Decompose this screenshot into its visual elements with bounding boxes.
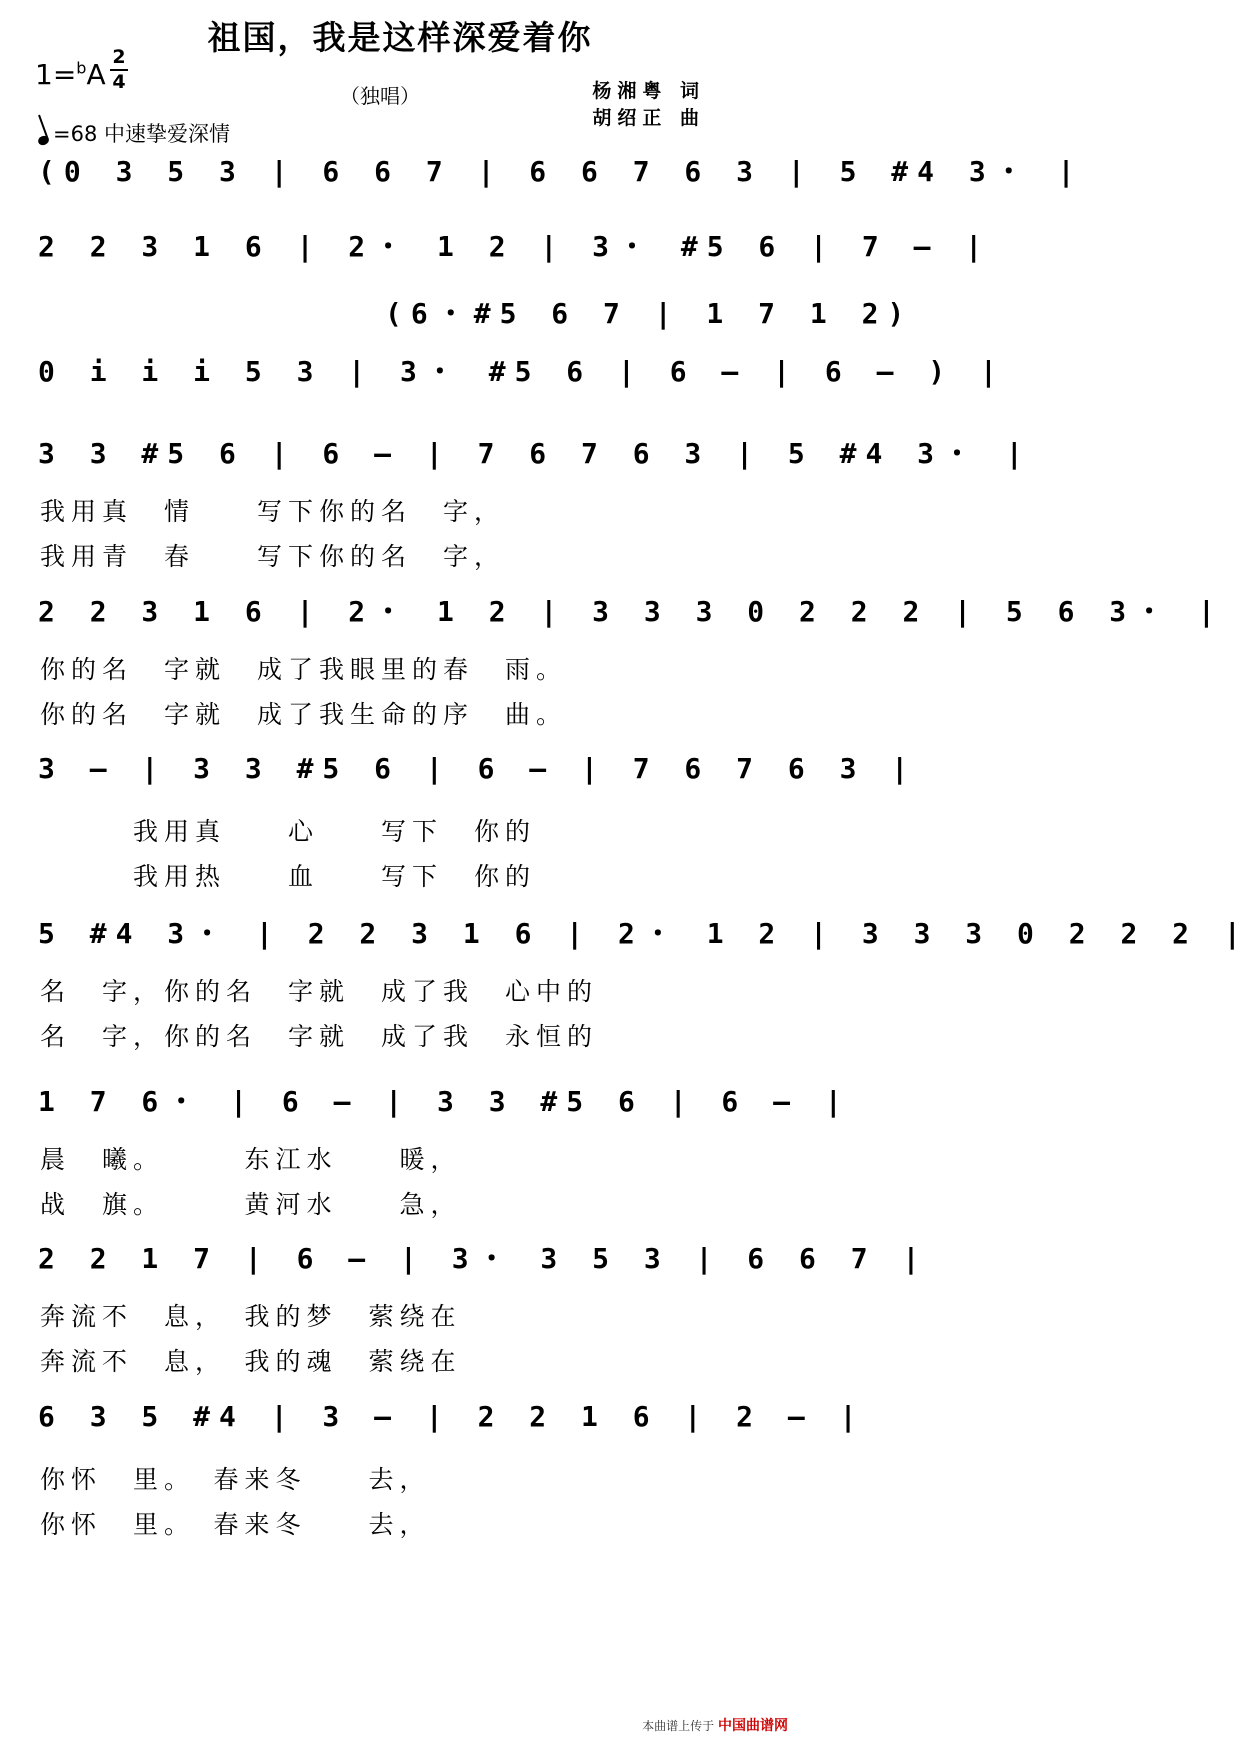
staff-notes: 2 2 3 1 6 | 2・ 1 2 | 3 3 3 0 2 2 2 | 5 6 3・ | xyxy=(38,595,1224,628)
lyric-line: 名 字，你的名 字就 成了我 心中的 xyxy=(40,977,599,1006)
lyric-line: 战 旗。 黄河水 急， xyxy=(40,1190,462,1219)
lyric-line: 你的名 字就 成了我生命的序 曲。 xyxy=(40,700,568,729)
staff-notes: (6・#5 6 7 | 1 7 1 2) xyxy=(385,297,914,330)
lyric-line: 你怀 里。 春来冬 去， xyxy=(40,1465,431,1494)
lyric-line: 我用热 血 写下 你的 xyxy=(40,862,537,891)
song-title: 祖国，我是这样深爱着你 xyxy=(207,18,593,57)
staff-notes: 0 i i i 5 3 | 3・ #5 6 | 6 – | 6 – ) | xyxy=(38,355,1006,388)
lyric-line: 我用真 心 写下 你的 xyxy=(40,817,537,846)
lyric-line: 名 字，你的名 字就 成了我 永恒的 xyxy=(40,1022,599,1051)
key-signature: 1=$^b$A xyxy=(35,58,106,91)
staff-notes: 5 #4 3・ | 2 2 3 1 6 | 2・ 1 2 | 3 3 3 0 2 2 2 | xyxy=(38,917,1250,950)
lyric-line: 你怀 里。 春来冬 去， xyxy=(40,1510,431,1539)
time-signature: 2 4 xyxy=(110,48,128,92)
staff-notes: 3 3 #5 6 | 6 – | 7 6 7 6 3 | 5 #4 3・ | xyxy=(38,437,1032,470)
tempo-marking: =68 中速挚爱深情 xyxy=(38,118,230,148)
upload-footer: 本曲谱上传于 中国曲谱网 xyxy=(642,1718,788,1734)
lyricist-credit: 杨湘粤 词 xyxy=(592,80,705,102)
lyric-line: 晨 曦。 东江水 暖， xyxy=(40,1145,462,1174)
composer-credit: 胡绍正 曲 xyxy=(592,107,705,129)
staff-notes: 3 – | 3 3 #5 6 | 6 – | 7 6 7 6 3 | xyxy=(38,752,918,785)
lyric-line: 你的名 字就 成了我眼里的春 雨。 xyxy=(40,655,568,684)
performance-type: （独唱） xyxy=(340,84,420,108)
staff-notes: (0 3 5 3 | 6 6 7 | 6 6 7 6 3 | 5 #4 3・ | xyxy=(38,155,1084,188)
staff-notes: 6 3 5 #4 | 3 – | 2 2 1 6 | 2 – | xyxy=(38,1400,866,1433)
staff-notes: 2 2 3 1 6 | 2・ 1 2 | 3・ #5 6 | 7 – | xyxy=(38,230,992,263)
lyric-line: 奔流不 息， 我的魂 萦绕在 xyxy=(40,1347,462,1376)
lyric-line: 我用青 春 写下你的名 字， xyxy=(40,542,506,571)
quarter-note-icon xyxy=(37,134,50,146)
lyric-line: 我用真 情 写下你的名 字， xyxy=(40,497,506,526)
staff-notes: 2 2 1 7 | 6 – | 3・ 3 5 3 | 6 6 7 | xyxy=(38,1242,929,1275)
staff-notes: 1 7 6・ | 6 – | 3 3 #5 6 | 6 – | xyxy=(38,1085,851,1118)
lyric-line: 奔流不 息， 我的梦 萦绕在 xyxy=(40,1302,462,1331)
